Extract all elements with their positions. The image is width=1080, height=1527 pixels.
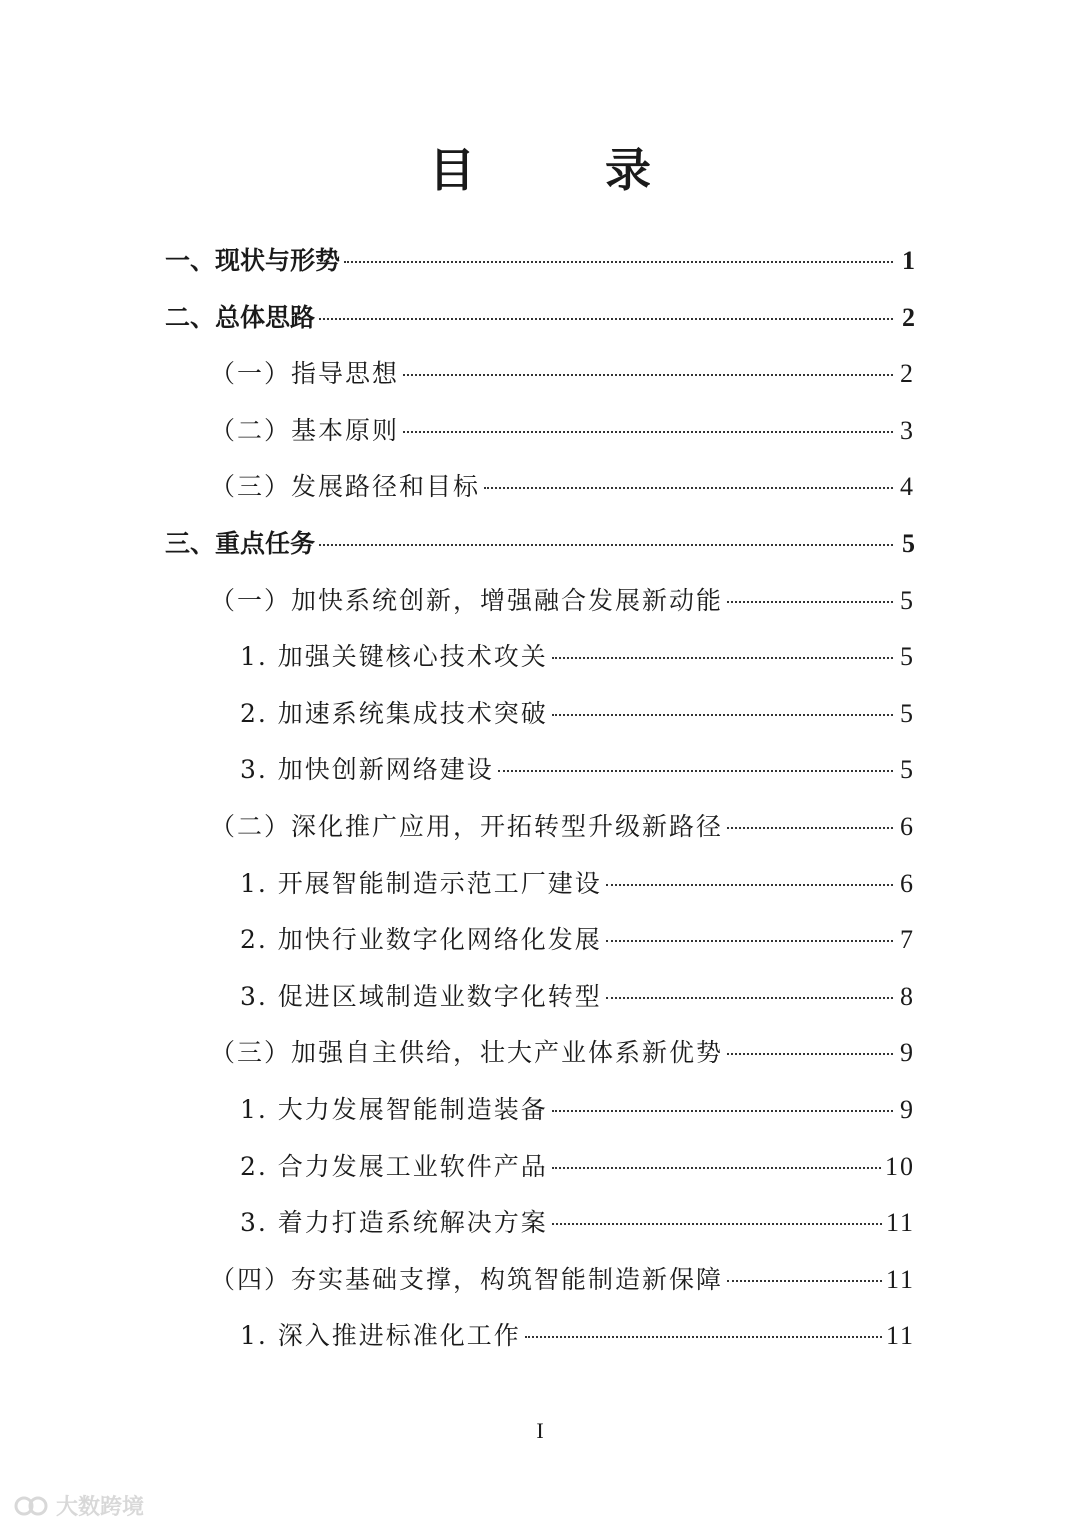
toc-entry[interactable] xyxy=(165,403,915,460)
toc-entry-label: （三）发展路径和目标 xyxy=(210,472,481,502)
toc-entry-page: 5 xyxy=(900,698,915,728)
toc-entry[interactable] xyxy=(165,573,915,630)
toc-entry-label: 2. 加快行业数字化网络化发展 xyxy=(240,925,602,955)
toc-entry-page: 8 xyxy=(900,981,915,1011)
toc-leader-dots xyxy=(525,1336,882,1338)
toc-entry-page: 5 xyxy=(900,642,915,672)
toc-entry-label: 1. 开展智能制造示范工厂建设 xyxy=(240,868,602,898)
toc-entry-label: （一）指导思想 xyxy=(210,359,400,389)
toc-entry[interactable] xyxy=(165,1025,915,1082)
toc-leader-dots xyxy=(319,318,893,320)
watermark xyxy=(14,1490,144,1521)
page-title: 目 录 xyxy=(429,143,693,197)
toc-entry-label: 3. 着力打造系统解决方案 xyxy=(240,1208,548,1238)
toc-entry[interactable] xyxy=(165,1139,915,1196)
toc-entry-page: 6 xyxy=(900,811,915,841)
toc-entry-label: （四）夯实基础支撑，构筑智能制造新保障 xyxy=(210,1264,724,1294)
toc-entry-page: 1 xyxy=(902,246,915,275)
toc-entry[interactable] xyxy=(165,346,915,403)
toc-entry-label: （二）基本原则 xyxy=(210,415,400,445)
toc-entry[interactable] xyxy=(165,912,915,969)
page-number: I xyxy=(536,1418,544,1443)
toc-entry-page: 11 xyxy=(885,1208,915,1238)
toc-leader-dots xyxy=(727,601,893,603)
table-of-contents xyxy=(165,233,915,1365)
toc-entry-page: 5 xyxy=(902,528,915,558)
toc-entry-label: （二）深化推广应用，开拓转型升级新路径 xyxy=(210,811,724,841)
toc-leader-dots xyxy=(403,431,893,433)
toc-entry[interactable] xyxy=(165,856,915,913)
toc-entry-page: 6 xyxy=(900,868,915,898)
toc-leader-dots xyxy=(552,1167,881,1169)
toc-leader-dots xyxy=(498,770,893,772)
toc-entry-page: 3 xyxy=(900,415,915,445)
toc-entry[interactable] xyxy=(165,686,915,743)
toc-entry-label: 2. 合力发展工业软件产品 xyxy=(240,1151,548,1181)
toc-entry-label: 3. 促进区域制造业数字化转型 xyxy=(240,981,602,1011)
watermark-text: 大数跨境 xyxy=(56,1495,145,1520)
toc-entry-page: 9 xyxy=(900,1038,915,1068)
toc-entry[interactable] xyxy=(165,1082,915,1139)
toc-entry-page: 5 xyxy=(900,585,915,615)
toc-leader-dots xyxy=(727,827,893,829)
toc-entry-label: 二、总体思路 xyxy=(165,302,316,332)
toc-entry-label: 一、现状与形势 xyxy=(165,246,341,275)
toc-entry[interactable] xyxy=(165,969,915,1026)
loop-logo-icon xyxy=(14,1493,50,1519)
toc-entry-page: 9 xyxy=(900,1094,915,1124)
toc-entry[interactable] xyxy=(165,1195,915,1252)
toc-leader-dots xyxy=(606,884,893,886)
toc-entry-label: 三、重点任务 xyxy=(165,528,316,558)
toc-entry-page: 5 xyxy=(900,755,915,785)
toc-entry[interactable] xyxy=(165,742,915,799)
toc-leader-dots xyxy=(552,1223,882,1225)
toc-leader-dots xyxy=(606,997,893,999)
toc-entry[interactable] xyxy=(165,290,915,347)
toc-entry-label: 3. 加快创新网络建设 xyxy=(240,755,494,785)
toc-leader-dots xyxy=(606,940,893,942)
toc-entry[interactable] xyxy=(165,459,915,516)
toc-entry-label: （一）加快系统创新，增强融合发展新动能 xyxy=(210,585,724,615)
toc-entry-page: 11 xyxy=(885,1264,915,1294)
toc-leader-dots xyxy=(484,487,893,489)
toc-entry-page: 10 xyxy=(885,1151,915,1181)
toc-entry-page: 7 xyxy=(900,925,915,955)
toc-entry[interactable] xyxy=(165,1308,915,1365)
toc-leader-dots xyxy=(344,261,893,263)
toc-entry[interactable] xyxy=(165,233,915,290)
toc-entry[interactable] xyxy=(165,516,915,573)
toc-leader-dots xyxy=(403,374,893,376)
toc-leader-dots xyxy=(319,544,893,546)
toc-entry-label: 2. 加速系统集成技术突破 xyxy=(240,698,548,728)
toc-leader-dots xyxy=(727,1053,893,1055)
toc-entry-label: 1. 大力发展智能制造装备 xyxy=(240,1094,548,1124)
toc-entry[interactable] xyxy=(165,629,915,686)
toc-entry[interactable] xyxy=(165,799,915,856)
toc-entry-page: 4 xyxy=(900,472,915,502)
toc-entry[interactable] xyxy=(165,1252,915,1309)
toc-leader-dots xyxy=(727,1280,882,1282)
toc-entry-page: 11 xyxy=(885,1321,915,1351)
toc-leader-dots xyxy=(552,714,893,716)
toc-leader-dots xyxy=(552,657,893,659)
toc-entry-page: 2 xyxy=(900,359,915,389)
toc-entry-page: 2 xyxy=(902,302,915,332)
toc-entry-label: 1. 加强关键核心技术攻关 xyxy=(240,642,548,672)
toc-entry-label: 1. 深入推进标准化工作 xyxy=(240,1321,521,1351)
toc-leader-dots xyxy=(552,1110,893,1112)
toc-entry-label: （三）加强自主供给，壮大产业体系新优势 xyxy=(210,1038,724,1068)
